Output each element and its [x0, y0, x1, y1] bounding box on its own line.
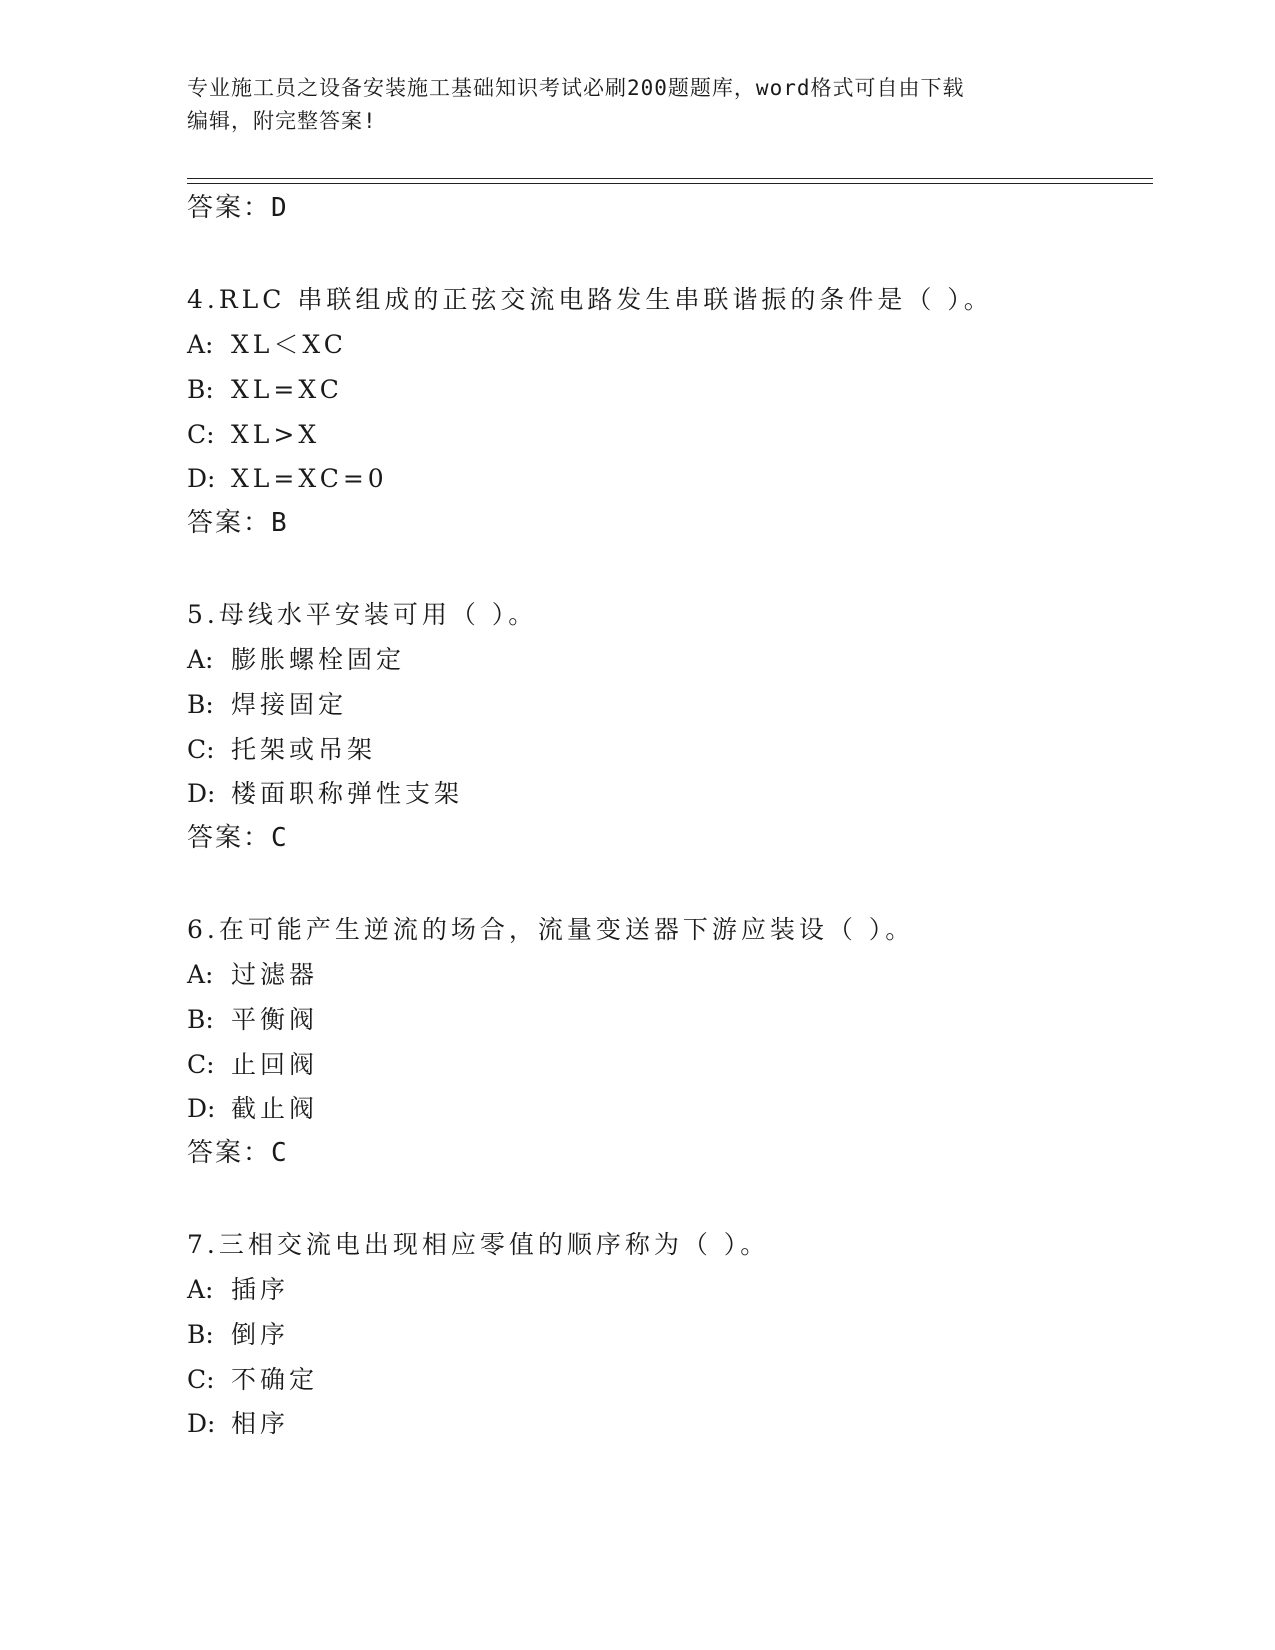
option-label: D:: [187, 464, 216, 493]
option-text: XL=XC=0: [231, 464, 388, 493]
option-label: B:: [187, 375, 214, 404]
question-4-option-a: [187, 329, 347, 361]
question-4-answer: 答案：B: [187, 508, 289, 538]
option-label: A:: [187, 330, 214, 359]
option-label: B:: [187, 1320, 214, 1349]
option-label: C:: [187, 1050, 215, 1079]
option-label: C:: [187, 1365, 215, 1394]
option-text: XL=XC: [231, 375, 343, 404]
option-text: XL>X: [231, 420, 321, 449]
question-6-option-a: [187, 959, 318, 991]
question-5-option-a: [187, 644, 405, 676]
option-text: 楼面职称弹性支架: [231, 779, 464, 808]
option-label: A:: [187, 960, 214, 989]
option-label: A:: [187, 1275, 214, 1304]
option-label: A:: [187, 645, 214, 674]
option-label: C:: [187, 735, 215, 764]
question-6-text: 6.在可能产生逆流的场合，流量变送器下游应装设（ ）。: [187, 915, 915, 944]
previous-answer: 答案：D: [187, 193, 289, 223]
question-7-option-d: [187, 1408, 289, 1440]
option-text: 截止阀: [231, 1094, 319, 1123]
question-5-option-d: [187, 778, 463, 810]
option-text: 插序: [231, 1275, 290, 1304]
option-text: 止回阀: [231, 1050, 319, 1079]
option-label: B:: [187, 690, 214, 719]
option-text: 倒序: [231, 1320, 290, 1349]
question-4-option-d: [187, 463, 388, 495]
question-4-option-c: [187, 419, 320, 451]
option-label: D:: [187, 1409, 216, 1438]
option-label: D:: [187, 779, 216, 808]
header-divider-bottom: [187, 183, 1153, 184]
question-6-option-c: [187, 1049, 318, 1081]
option-text: 相序: [231, 1409, 290, 1438]
option-text: 过滤器: [231, 960, 319, 989]
option-text: 托架或吊架: [231, 735, 377, 764]
document-header: [187, 72, 1087, 138]
question-6-answer: 答案：C: [187, 1138, 289, 1168]
question-7-option-a: [187, 1274, 289, 1306]
question-5-option-c: [187, 734, 376, 766]
option-text: 不确定: [231, 1365, 319, 1394]
option-text: 焊接固定: [231, 690, 348, 719]
question-4-text: 4.RLC 串联组成的正弦交流电路发生串联谐振的条件是（ ）。: [187, 285, 993, 314]
option-text: XL＜XC: [231, 330, 347, 359]
question-7-text: 7.三相交流电出现相应零值的顺序称为（ ）。: [187, 1230, 770, 1259]
question-5-answer: 答案：C: [187, 823, 289, 853]
option-label: D:: [187, 1094, 216, 1123]
option-label: B:: [187, 1005, 214, 1034]
question-7-option-b: [187, 1319, 289, 1351]
question-4-option-b: [187, 374, 343, 406]
option-text: 平衡阀: [231, 1005, 319, 1034]
option-label: C:: [187, 420, 215, 449]
option-text: 膨胀螺栓固定: [231, 645, 406, 674]
question-5-text: 5.母线水平安装可用（ ）。: [187, 600, 538, 629]
question-6-option-b: [187, 1004, 318, 1036]
question-5-option-b: [187, 689, 347, 721]
header-line-1: 专业施工员之设备安装施工基础知识考试必刷200题题库，word格式可自由下载: [187, 76, 965, 100]
question-7-option-c: [187, 1364, 318, 1396]
header-divider-top: [187, 178, 1153, 179]
header-line-2: 编辑，附完整答案!: [187, 109, 377, 133]
question-6-option-d: [187, 1093, 318, 1125]
